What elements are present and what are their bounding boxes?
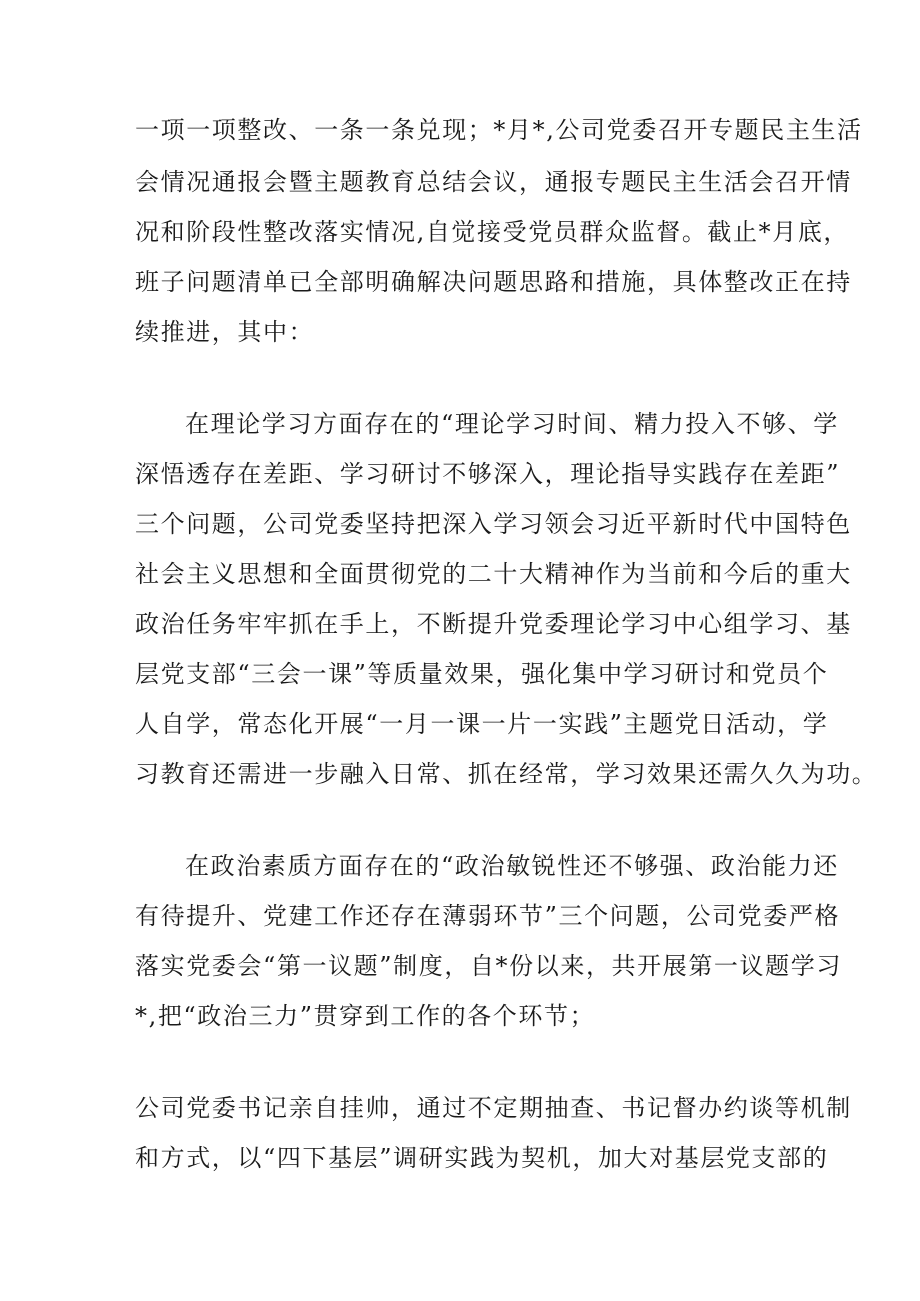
text-line: *,把“政治三力”贯穿到工作的各个环节； bbox=[135, 1002, 596, 1030]
text-line: 班子问题清单已全部明确解决问题思路和措施，具体整改正在持 bbox=[135, 268, 852, 296]
text-line: 社会主义思想和全面贯彻党的二十大精神作为当前和今后的重大 bbox=[135, 560, 852, 588]
text-line: 深悟透存在差距、学习研讨不够深入，理论指导实践存在差距” bbox=[135, 460, 841, 488]
text-line: 续推进，其中： bbox=[135, 318, 315, 346]
text-line: 政治任务牢牢抓在手上，不断提升党委理论学习中心组学习、基 bbox=[135, 610, 852, 638]
text-line: 层党支部“三会一课”等质量效果，强化集中学习研讨和党员个 bbox=[135, 660, 829, 688]
text-line: 和方式，以“四下基层”调研实践为契机，加大对基层党支部的 bbox=[135, 1144, 829, 1172]
text-line: 人自学，常态化开展“一月一课一片一实践”主题党日活动，学 bbox=[135, 710, 829, 738]
text-line: 公司党委书记亲自挂帅，通过不定期抽查、书记督办约谈等机制 bbox=[135, 1094, 852, 1122]
text-line: 落实党委会“第一议题”制度，自*份以来，共开展第一议题学习 bbox=[135, 952, 842, 980]
text-line: 三个问题，公司党委坚持把深入学习领会习近平新时代中国特色 bbox=[135, 510, 852, 538]
text-line: 有待提升、党建工作还存在薄弱环节”三个问题，公司党委严格 bbox=[135, 902, 841, 930]
text-line: 在政治素质方面存在的“政治敏锐性还不够强、政治能力还 bbox=[185, 852, 839, 880]
text-line: 一项一项整改、一条一条兑现；*月*,公司党委召开专题民主生活 bbox=[135, 116, 863, 144]
text-line: 况和阶段性整改落实情况,自觉接受党员群众监督。截止*月底， bbox=[135, 218, 850, 246]
text-line: 会情况通报会暨主题教育总结会议，通报专题民主生活会召开情 bbox=[135, 168, 852, 196]
text-line: 在理论学习方面存在的“理论学习时间、精力投入不够、学 bbox=[185, 410, 839, 438]
text-line: 习教育还需进一步融入日常、抓在经常，学习效果还需久久为功。 bbox=[135, 760, 878, 788]
